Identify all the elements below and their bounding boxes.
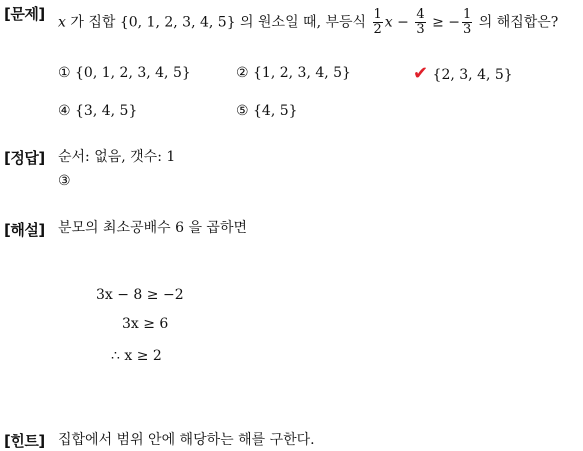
choice-2[interactable]: [236, 65, 351, 81]
frac3-denominator: 3: [463, 22, 472, 37]
choice-1-text: {0, 1, 2, 3, 4, 5}: [75, 65, 191, 81]
choice-2-marker: ②: [236, 65, 249, 81]
checkmark-icon: ✔: [413, 63, 429, 84]
choice-4-text: {3, 4, 5}: [75, 103, 138, 119]
choice-1-marker: ①: [58, 65, 71, 81]
choice-5[interactable]: [236, 103, 298, 119]
choice-3[interactable]: [413, 63, 513, 84]
frac2-denominator: 3: [416, 22, 425, 37]
solution-step-3: ∴ x ≥ 2: [111, 348, 162, 364]
answer-meta: 순서: 없음, 갯수: 1: [58, 149, 176, 165]
problem-text: [58, 8, 558, 37]
problem-text-c: 의 해집합은?: [474, 14, 559, 31]
choice-4-marker: ④: [58, 103, 71, 119]
choice-2-text: {1, 2, 3, 4, 5}: [253, 65, 351, 81]
fraction-one-third: [462, 8, 472, 37]
fraction-one-half: [373, 8, 383, 37]
problem-set: {0, 1, 2, 3, 4, 5}: [119, 14, 236, 31]
minus-sign: −: [392, 14, 414, 31]
answer-value: ③: [58, 173, 71, 189]
choice-4[interactable]: [58, 103, 137, 119]
fraction-four-thirds: [415, 8, 425, 37]
answer-label: [정답]: [4, 149, 45, 167]
frac1-denominator: 2: [373, 22, 382, 37]
problem-text-a: 가 집합: [65, 14, 120, 31]
inequality-x: x: [384, 14, 393, 31]
frac3-numerator: 1: [463, 7, 472, 22]
frac2-numerator: 4: [416, 7, 425, 22]
problem-label: [문제]: [4, 5, 45, 23]
solution-step-2: 3x ≥ 6: [122, 316, 169, 332]
explanation-label: [해설]: [4, 221, 45, 239]
choice-5-marker: ⑤: [236, 103, 249, 119]
hint-label: [힌트]: [4, 432, 45, 450]
choice-3-text: {2, 3, 4, 5}: [432, 67, 513, 83]
choice-5-text: {4, 5}: [253, 103, 298, 119]
hint-text: 집합에서 범위 안에 해당하는 해를 구한다.: [58, 432, 315, 448]
choice-1[interactable]: [58, 65, 191, 81]
solution-step-1: 3x − 8 ≥ −2: [96, 287, 184, 303]
geq-sign: ≥ −: [427, 14, 460, 31]
explanation-intro: 분모의 최소공배수 6 을 곱하면: [58, 220, 247, 236]
problem-text-b: 의 원소일 때, 부등식: [235, 14, 371, 31]
frac1-numerator: 1: [373, 7, 382, 22]
variable-x: x: [58, 14, 66, 31]
